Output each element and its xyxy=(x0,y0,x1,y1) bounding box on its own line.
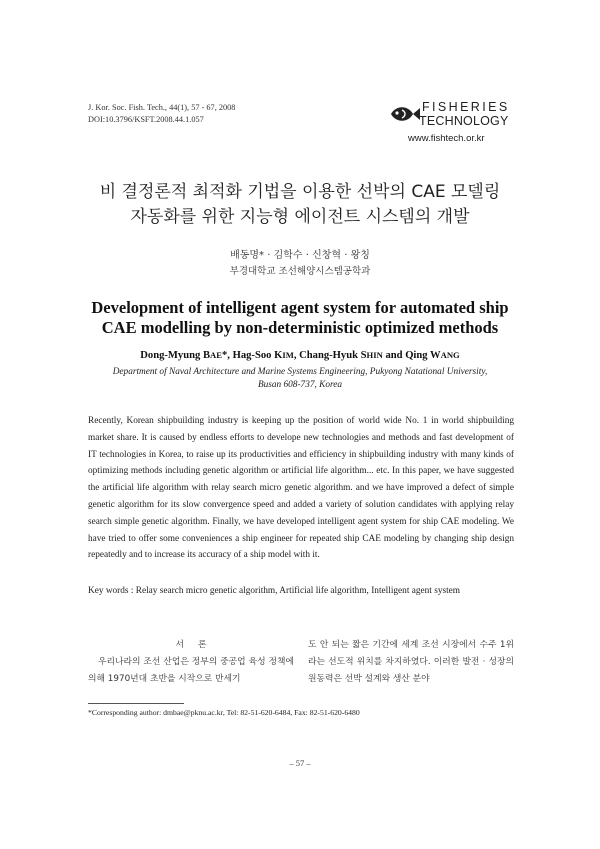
author-2-surname-initial: K xyxy=(274,350,283,361)
author-3-surname-rest: HIN xyxy=(366,350,383,360)
body-paragraph-left: 우리나라의 조선 산업은 정부의 중공업 육성 정책에 의해 1970년대 초반을 시작으로 반세기 xyxy=(88,657,294,684)
journal-citation xyxy=(88,102,235,126)
korean-affiliation: 부경대학교 조선해양시스템공학과 xyxy=(229,266,371,277)
author-1-surname-rest: AE xyxy=(210,350,222,360)
logo-text-technology: TECHNOLOGY xyxy=(419,114,509,128)
author-4-surname-initial: W xyxy=(430,350,441,361)
section-heading-introduction: 서론 xyxy=(175,640,221,650)
korean-title-line-2: 자동화를 위한 지능형 에이전트 시스템의 개발 xyxy=(130,207,470,227)
body-paragraph-right: 도 안 되는 짧은 기간에 세계 조선 시장에서 수주 1위라는 선도적 위치를 차지하였다. 이러한 발전 · 성장의 원동력은 선박 설계와 생산 분야 xyxy=(308,640,514,684)
body-column-left xyxy=(88,637,294,688)
corresponding-author-footnote: *Corresponding author: dmbae@pknu.ac.kr, Tel: 82-51-620-6484, Fax: 82-51-620-6480 xyxy=(88,708,360,717)
author-1-surname-initial: B xyxy=(202,350,211,361)
author-1-given: Dong-Myung xyxy=(140,350,203,361)
author-1-mark: *, xyxy=(222,350,233,361)
english-title-line-2: CAE modelling by non-deterministic optimized methods xyxy=(101,318,499,337)
english-affiliation xyxy=(0,366,600,392)
english-title-line-1: Development of intelligent agent system for automated ship xyxy=(91,298,509,317)
abstract: Recently, Korean shipbuilding industry is keeping up the position of world wide No. 1 in world shipbuilding market share. It is caused by endless efforts to develope new technologies and methods and fast development of IT technologies in Korea, to raise up its productivities and efficiency in shipbuilding industry with many kinds of optimizing methods including genetic algorithm or artificial life algorithm... etc. In this paper, we have suggested the artificial life algorithm with relay search micro genetic algorithm. and we have improved a defect of simple genetic algorithm for its slow convergence speed and added a variety of solution candidates with applying relay search simple genetic algorithm. Finally, we have developed intelligent agent system for ship CAE modeling. We have tried to offer some conveniences a ship engineer for repeated ship CAE modeling by changing ship design repeatedly and to increase its accuracy of a ship model with it. xyxy=(88,416,514,561)
korean-title xyxy=(0,180,600,230)
citation-line-2: DOI:10.3796/KSFT.2008.44.1.057 xyxy=(88,115,204,124)
page-number: – 57 – xyxy=(289,758,311,768)
english-authors xyxy=(0,350,600,361)
korean-authors: 배동명* · 김학수 · 신창혁 · 왕칭 xyxy=(230,250,370,261)
logo-text-fisheries: FISHERIES xyxy=(422,100,510,114)
author-separator: , xyxy=(293,350,300,361)
author-separator: and xyxy=(382,350,406,361)
english-affiliation-line-1: Department of Naval Architecture and Marine Systems Engineering, Pukyong Natational University, xyxy=(112,367,488,377)
footnote-divider xyxy=(88,703,184,704)
author-4-surname-rest: ANG xyxy=(440,350,460,360)
keywords: Key words : Relay search micro genetic algorithm, Artificial life algorithm, Intelligent agent system xyxy=(88,586,461,596)
citation-line-1: J. Kor. Soc. Fish. Tech., 44(1), 57 - 67, 2008 xyxy=(88,103,236,112)
fish-hook-logo-icon xyxy=(388,102,422,126)
author-2-surname-rest: IM xyxy=(282,350,294,360)
author-4-given: Qing xyxy=(405,350,431,361)
body-column-right xyxy=(308,637,514,688)
author-3-surname-initial: S xyxy=(360,350,367,361)
journal-url: www.fishtech.or.kr xyxy=(408,133,485,144)
english-affiliation-line-2: Busan 608-737, Korea xyxy=(257,380,343,390)
author-2-given: Hag-Soo xyxy=(232,350,275,361)
author-3-given: Chang-Hyuk xyxy=(299,350,361,361)
korean-title-line-1: 비 결정론적 최적화 기법을 이용한 선박의 CAE 모델링 xyxy=(99,182,501,202)
english-title xyxy=(0,298,600,338)
